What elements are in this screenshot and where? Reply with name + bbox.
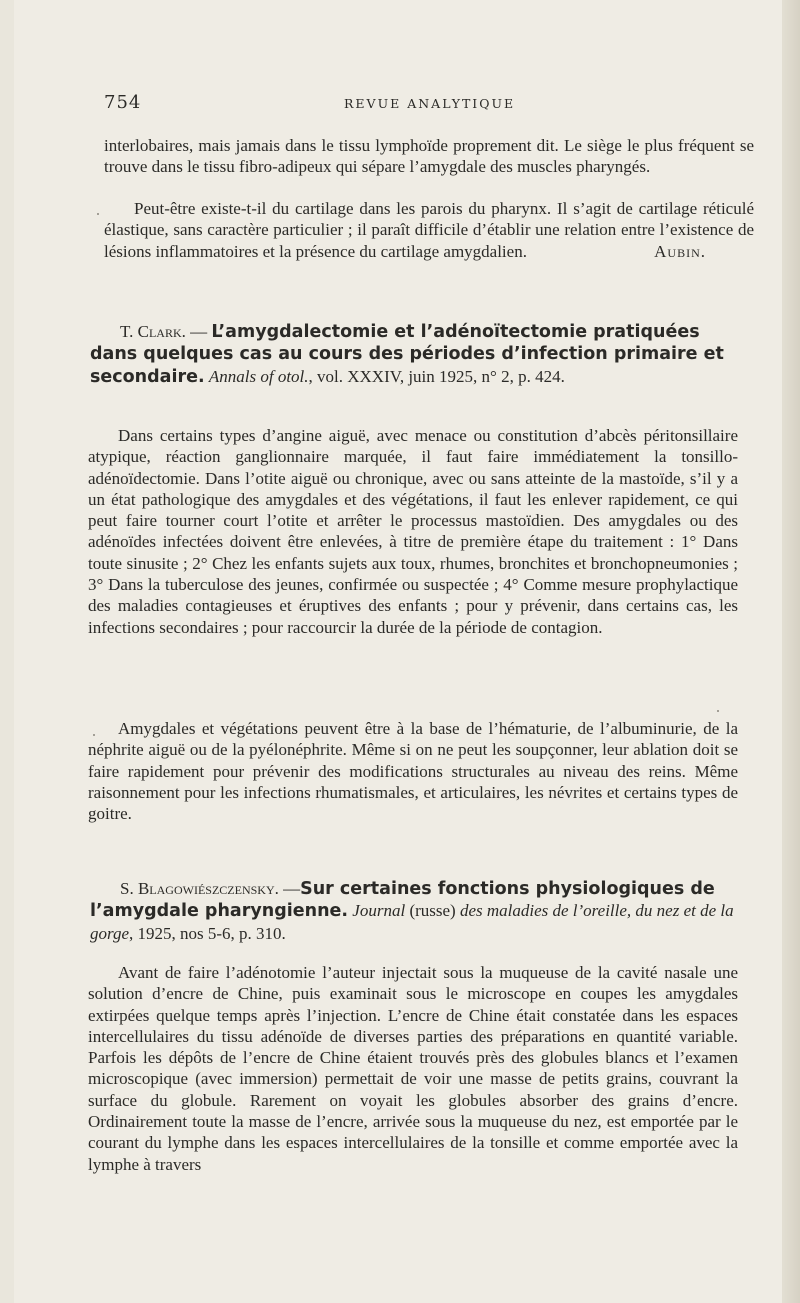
reference-clark <box>90 321 735 388</box>
paragraph-continued: interlobaires, mais jamais dans le tissu lymphoïde proprement dit. Le siège le plus fréquent se trouve dans le tissu fibro-adipeux qui sépare l’amygdale des muscles pharyngés. <box>104 136 754 177</box>
reference-dash: — <box>278 879 301 898</box>
paragraph-adenotomie: Avant de faire l’adénotomie l’auteur injectait sous la muqueuse de la cavité nasale une solution d’encre de Chine, puis examinait sous le microscope en coupes les amygdales extirpées quelque temps après l’injection. L’encre de Chine était constatée dans les espaces intercellulaires du tissu adénoïde de diverses parties des préparations en quantité variable. Parfois les dépôts de l’encre de Chine étaient trouvés près des globules blancs et l’examen microscopique (avec immersion) permettait de voir une masse de petits grains, couvrant la surface du globule. Rarement on voyait les globules absorber des grains d’encre. Ordinairement toute la masse de l’encre, arrivée sous la muqueuse du nez, est emportée par le courant du lymphe dans les espaces intercellulaires de la tonsille et comme emportée avec la lymphe à travers <box>88 963 738 1174</box>
reference-author: T. Clark. <box>120 322 186 341</box>
running-head: REVUE ANALYTIQUE <box>344 96 516 111</box>
reference-dash: — <box>185 322 212 341</box>
paragraph-angine: Dans certains types d’angine aiguë, avec menace ou constitution d’abcès péritonsillaire atypique, réaction ganglionnaire marquée, il faut faire immédiatement la tonsillo-adénoïdectomie. Dans l’otite aiguë ou chronique, avec ou sans atteinte de la mastoïde, s’il y a un état pathologique des amygdales et des végétations, il faut les enlever rapidement, ce qui peut faire tourner court l’otite et arrêter le processus mastoïdien. Des amygdales ou des adénoïdes infectées doivent être enlevées, à titre de première étape du traitement : 1° Dans toute sinusite ; 2° Chez les enfants sujets aux toux, rhumes, bronchites et bronchopneumonies ; 3° Dans la tuberculose des jeunes, confirmée ou suspectée ; 4° Comme mesure prophylactique des maladies contagieuses et éruptives des enfants ; pour y prévenir, dans certains cas, les infections secondaires ; pour raccourcir la durée de la période de contagion. <box>88 426 738 637</box>
page-header <box>104 92 754 114</box>
reference-author: S. Blagowiészczensky. <box>120 879 279 898</box>
reviewer-signature: Aubin. <box>654 241 706 261</box>
reference-details: , vol. XXXIV, juin 1925, n° 2, p. 424. <box>308 366 565 386</box>
paragraph-hematurie: Amygdales et végétations peuvent être à la base de l’hématurie, de l’albuminurie, de la néphrite aiguë ou de la pyélonéphrite. Même si on ne peut les soupçonner, leur ablation doit se faire rapidement pour prévenir des modifications structurales au niveau des reins. Même raisonnement pour les infections rhumatismales, et articulaires, les névrites et certains types de goitre. <box>88 719 738 824</box>
reference-title: Sur certaines fonctions physiologiques de l’amygdale pharyngienne. <box>90 879 715 922</box>
reference-journal: Journal <box>352 901 406 921</box>
reference-journal-full: des maladies de l’oreille, du nez et de la gorge <box>90 901 734 943</box>
reference-middle: (russe) <box>405 901 460 921</box>
reference-details: , 1925, nos 5-6, p. 310. <box>129 923 286 943</box>
paragraph-text: Peut-être existe-t-il du cartilage dans les parois du pharynx. Il s’agit de cartilage réticulé élastique, sans caractère particulier ; il paraît difficile d’établir une relation entre l’existence de lésions inflammatoires et la présence du cartilage amygdalien. <box>104 199 754 261</box>
paper-speck <box>97 213 99 215</box>
paper-speck <box>93 734 95 736</box>
page-edge <box>782 0 800 1303</box>
reference-journal: Annals of otol. <box>208 366 309 386</box>
paper-speck <box>717 710 719 712</box>
reference-blagowiesczensky <box>90 878 735 944</box>
page-number: 754 <box>104 92 142 113</box>
paragraph-cartilage <box>104 198 754 262</box>
reference-title: L’amygdalectomie et l’adénoïtectomie pratiquées dans quelques cas au cours des périodes d’infection primaire et secondaire. <box>90 322 724 387</box>
